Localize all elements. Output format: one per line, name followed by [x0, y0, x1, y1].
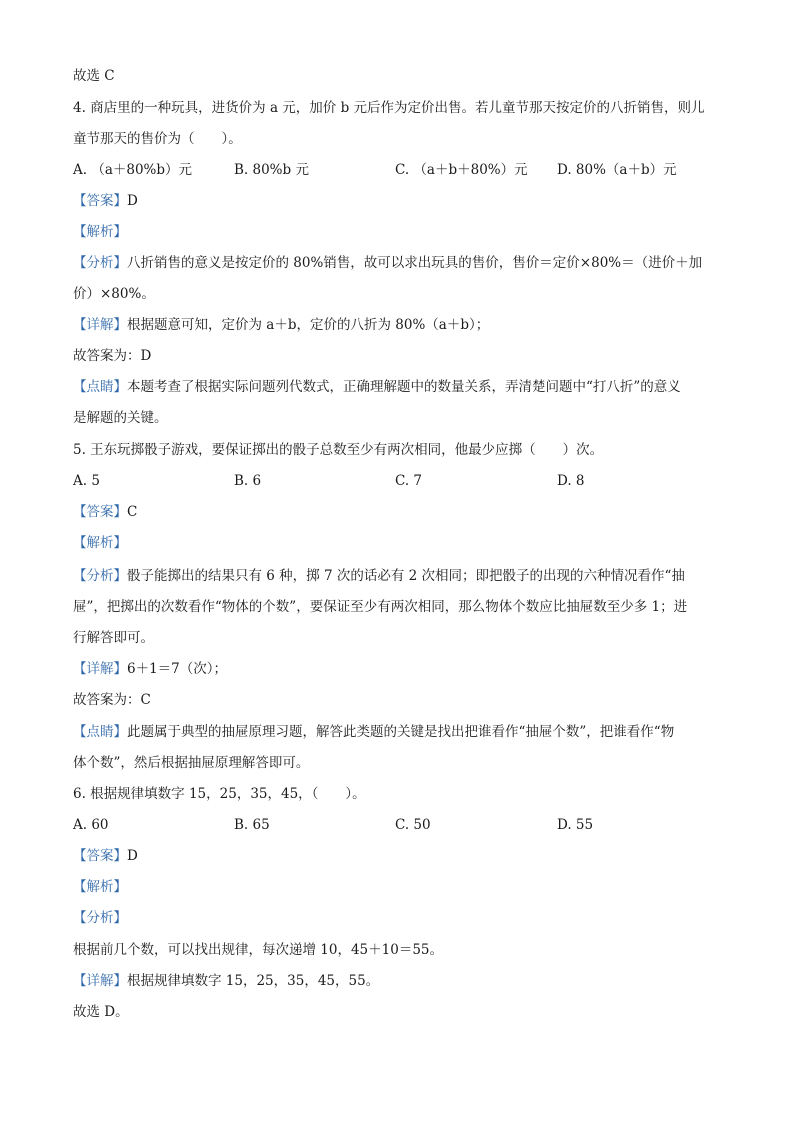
answer-conclusion-q3: 故选 C	[73, 68, 115, 84]
answer-tag: 【答案】	[73, 504, 127, 520]
answer-row	[73, 502, 733, 522]
fenxi-text: 骰子能掷出的结果只有 6 种，掷 7 次的话必有 2 次相同；即把骰子的出现的六种情况看作“抽	[127, 568, 685, 584]
option-c: C. 7	[395, 473, 423, 489]
question-4-line-1: 4. 商店里的一种玩具，进货价为 a 元，加价 b 元后作为定价出售。若儿童节那天按定价的八折销售，则儿	[73, 100, 705, 116]
dianjing-text: 此题属于典型的抽屉原理习题，解答此类题的关键是找出把谁看作“抽屉个数”，把谁看作“物	[127, 724, 675, 740]
answer-value: D	[127, 193, 138, 209]
xiangjie-text: 根据题意可知，定价为 a＋b，定价的八折为 80%（a＋b）；	[127, 317, 490, 333]
option-a: A. 60	[73, 817, 109, 833]
xiangjie-row	[73, 315, 733, 335]
option-c: C. 50	[395, 817, 431, 833]
answer-row	[73, 191, 733, 211]
dianjing-tag: 【点睛】	[73, 379, 127, 395]
option-c: C. （a＋b＋80%）元	[395, 162, 528, 178]
fenxi-row	[73, 566, 733, 586]
option-d: D. 55	[557, 817, 594, 833]
option-a: A. （a＋80%b）元	[73, 162, 193, 178]
analysis-tag-row	[73, 533, 733, 553]
xiangjie-row	[73, 659, 733, 679]
fenxi-tag-row	[73, 908, 733, 928]
fenxi-row	[73, 253, 733, 273]
fenxi-tag: 【分析】	[73, 568, 127, 584]
xiangjie-text: 根据规律填数字 15，25，35，45，55。	[127, 973, 380, 989]
fenxi-continuation: 价）×80%。	[73, 286, 155, 302]
question-5: 5. 王东玩掷骰子游戏，要保证掷出的骰子总数至少有两次相同，他最少应掷（ ）次。	[73, 442, 604, 458]
dianjing-continuation: 体个数”，然后根据抽屉原理解答即可。	[73, 755, 310, 771]
answer-tag: 【答案】	[73, 193, 127, 209]
xiangjie-row	[73, 971, 733, 991]
fenxi-continuation: 屉”，把掷出的次数看作“物体的个数”，要保证至少有两次相同，那么物体个数应比抽屉数至少多 1；进	[73, 599, 688, 615]
dianjing-continuation: 是解题的关键。	[73, 410, 168, 426]
dianjing-row	[73, 377, 733, 397]
answer-value: C	[127, 504, 138, 520]
fenxi-tag: 【分析】	[73, 255, 127, 271]
analysis-tag-row	[73, 222, 733, 242]
option-b: B. 80%b 元	[234, 162, 309, 178]
answer-tag: 【答案】	[73, 848, 127, 864]
xiangjie-text: 6＋1＝7（次）；	[127, 661, 228, 677]
analysis-tag: 【解析】	[73, 879, 127, 895]
question-4-line-2: 童节那天的售价为（ ）。	[73, 131, 242, 147]
option-b: B. 6	[234, 473, 262, 489]
answer-value: D	[127, 848, 138, 864]
final-answer: 故答案为：D	[73, 348, 152, 364]
xiangjie-tag: 【详解】	[73, 661, 127, 677]
analysis-tag: 【解析】	[73, 224, 127, 240]
fenxi-tag: 【分析】	[73, 910, 127, 926]
final-answer: 故答案为：C	[73, 692, 151, 708]
fenxi-continuation: 行解答即可。	[73, 630, 154, 646]
analysis-tag: 【解析】	[73, 535, 127, 551]
dianjing-text: 本题考查了根据实际问题列代数式，正确理解题中的数量关系，弄清楚问题中“打八折”的意义	[127, 379, 681, 395]
option-b: B. 65	[234, 817, 270, 833]
fenxi-text: 八折销售的意义是按定价的 80%销售，故可以求出玩具的售价，售价＝定价×80%＝（进价＋加	[127, 255, 703, 271]
option-a: A. 5	[73, 473, 100, 489]
answer-row	[73, 846, 733, 866]
final-answer: 故选 D。	[73, 1004, 129, 1020]
fenxi-text: 根据前几个数，可以找出规律，每次递增 10，45＋10＝55。	[73, 942, 444, 958]
option-d: D. 80%（a＋b）元	[557, 162, 677, 178]
xiangjie-tag: 【详解】	[73, 317, 127, 333]
dianjing-tag: 【点睛】	[73, 724, 127, 740]
xiangjie-tag: 【详解】	[73, 973, 127, 989]
dianjing-row	[73, 722, 733, 742]
analysis-tag-row	[73, 877, 733, 897]
option-d: D. 8	[557, 473, 585, 489]
question-6: 6. 根据规律填数字 15，25，35，45，（ ）。	[73, 786, 366, 802]
